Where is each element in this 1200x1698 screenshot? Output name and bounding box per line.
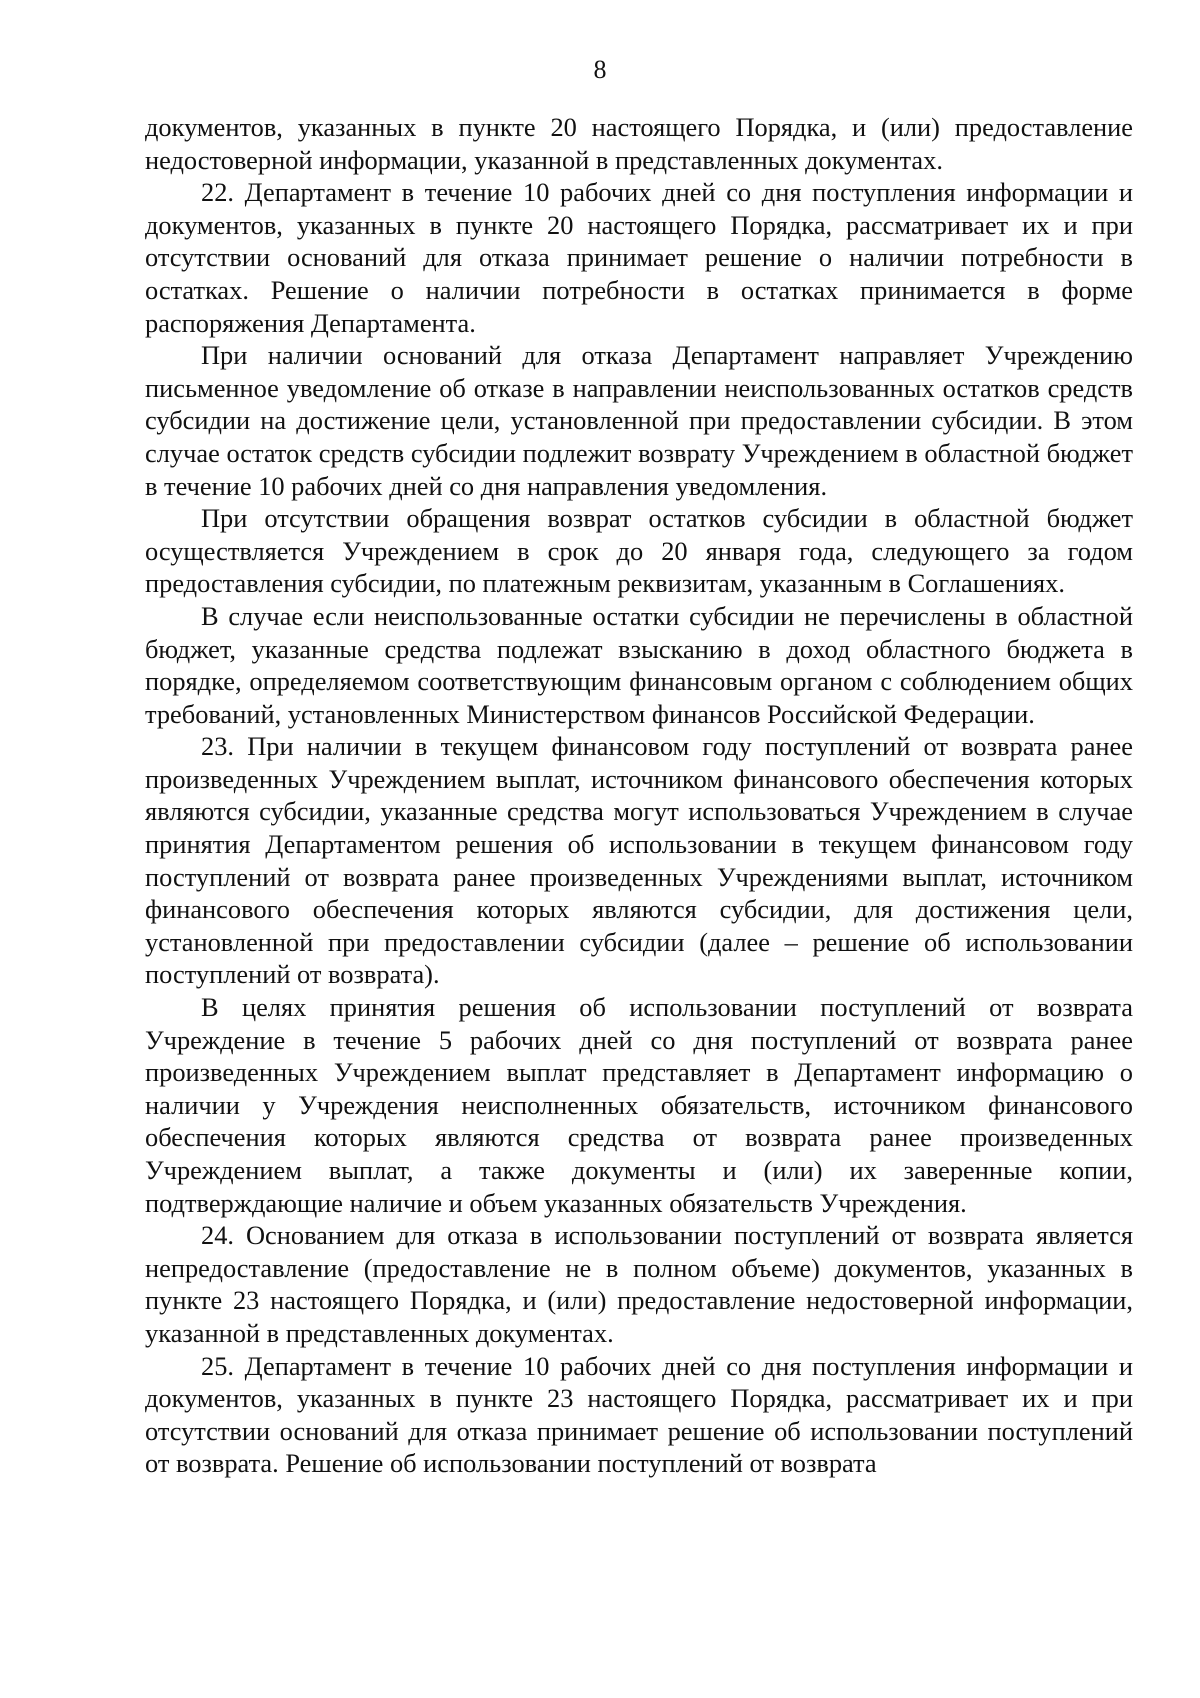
paragraph-item-24: 24. Основанием для отказа в использовании поступлений от возврата является непредоставление (предоставление не в полном объеме) документов, указанных в пункте 23 настоящего Порядка, и (или) предоставление недостоверной информации, указанной в представленных документах. bbox=[145, 1220, 1133, 1348]
paragraph-recovery: В случае если неиспользованные остатки субсидии не перечислены в областной бюджет, указанные средства подлежат взысканию в доход областного бюджета в порядке, определяемом соответствующим финансовым органом с соблюдением общих требований, установленных Министерством финансов Российской Федерации. bbox=[145, 600, 1133, 729]
paragraph-refusal-notice: При наличии оснований для отказа Департамент направляет Учреждению письменное уведомление об отказе в направлении неиспользованных остатков средств субсидии на достижение цели, установленной при предоставлении субсидии. В этом случае остаток средств субсидии подлежит возврату Учреждением в областной бюджет в течение 10 рабочих дней со дня направления уведомления. bbox=[145, 340, 1133, 501]
paragraph-item-25: 25. Департамент в течение 10 рабочих дней со дня поступления информации и документов, указанных в пункте 23 настоящего Порядка, рассматривает их и при отсутствии оснований для отказа принимает решение об использовании поступлений от возврата. Решение об использовании поступлений от возврата bbox=[145, 1350, 1133, 1479]
paragraph-item-23: 23. При наличии в текущем финансовом году поступлений от возврата ранее произведенных Учреждением выплат, источником финансового обеспечения которых являются субсидии, указанные средства могут использоваться Учреждением в случае принятия Департаментом решения об использовании в текущем финансовом году поступлений от возврата ранее произведенных Учреждениями выплат, источником финансового обеспечения которых являются субсидии, для достижения цели, установленной при предоставлении субсидии (далее – решение об использовании поступлений от возврата). bbox=[145, 731, 1133, 990]
paragraph-item-22: 22. Департамент в течение 10 рабочих дней со дня поступления информации и документов, указанных в пункте 20 настоящего Порядка, рассматривает их и при отсутствии оснований для отказа принимает решение о наличии потребности в остатках. Решение о наличии потребности в остатках принимается в форме распоряжения Департамента. bbox=[145, 177, 1133, 338]
paragraph-continuation: документов, указанных в пункте 20 настоящего Порядка, и (или) предоставление недостоверной информации, указанной в представленных документах. bbox=[145, 112, 1133, 175]
document-body bbox=[145, 111, 1133, 1480]
paragraph-no-request-return: При отсутствии обращения возврат остатков субсидии в областной бюджет осуществляется Учреждением в срок до 20 января года, следующего за годом предоставления субсидии, по платежным реквизитам, указанным в Соглашениях. bbox=[145, 503, 1133, 599]
page-number: 8 bbox=[593, 55, 607, 84]
paragraph-decision-purpose: В целях принятия решения об использовании поступлений от возврата Учреждение в течение 5 рабочих дней со дня поступлений от возврата ранее произведенных Учреждением выплат представляет в Департамент информацию о наличии у Учреждения неисполненных обязательств, источником финансового обеспечения которых являются средства от возврата ранее произведенных Учреждением выплат, а также документы и (или) их заверенные копии, подтверждающие наличие и объем указанных обязательств Учреждения. bbox=[145, 992, 1133, 1218]
